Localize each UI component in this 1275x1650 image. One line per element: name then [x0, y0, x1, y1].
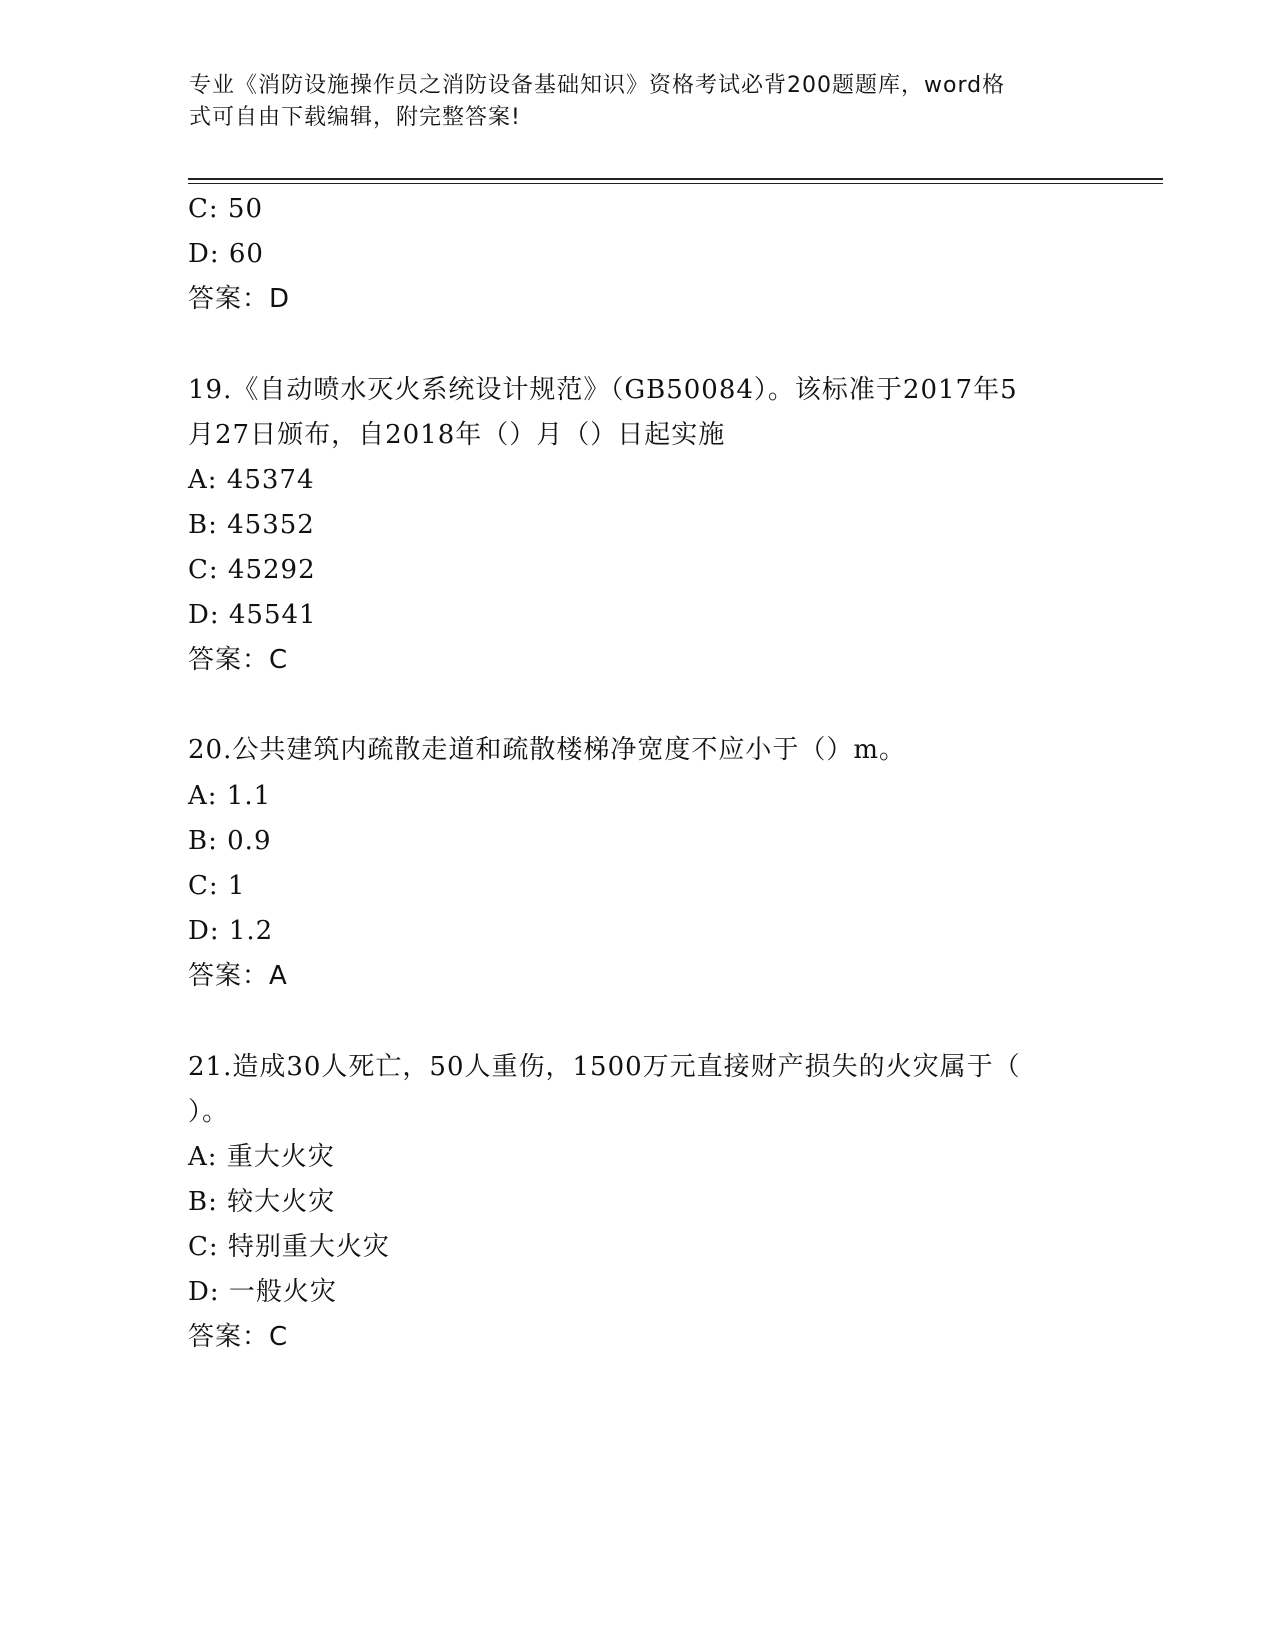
q21-option-a: A: 重大火灾 [188, 1142, 335, 1172]
q21-option-d: D: 一般火灾 [188, 1277, 337, 1307]
q21-stem-line-1: 21.造成30人死亡，50人重伤，1500万元直接财产损失的火灾属于（ [188, 1052, 1021, 1082]
q20-option-d: D: 1.2 [188, 916, 274, 946]
header-divider-thick [188, 178, 1163, 180]
q21-option-c: C: 特别重大火灾 [188, 1232, 390, 1262]
q21-answer: 答案：C [188, 1322, 289, 1352]
header-line-1: 专业《消防设施操作员之消防设备基础知识》资格考试必背200题题库，word格 [189, 73, 1006, 98]
prev-option-c: C: 50 [188, 194, 264, 224]
q19-stem-line-2: 月27日颁布，自2018年（）月（）日起实施 [188, 420, 726, 450]
document-header [189, 70, 1069, 134]
q19-answer: 答案：C [188, 645, 289, 675]
q20-stem-line-1: 20.公共建筑内疏散走道和疏散楼梯净宽度不应小于（）m。 [188, 735, 907, 765]
q19-option-a: A: 45374 [188, 465, 315, 495]
q19-stem-line-1: 19.《自动喷水灭火系统设计规范》（GB50084）。该标准于2017年5 [188, 375, 1018, 405]
q20-option-c: C: 1 [188, 871, 246, 901]
q19-option-c: C: 45292 [188, 555, 316, 585]
q21-option-b: B: 较大火灾 [188, 1187, 336, 1217]
header-line-2: 式可自由下载编辑，附完整答案! [189, 105, 521, 130]
q19-option-b: B: 45352 [188, 510, 315, 540]
header-divider-thin [188, 183, 1163, 184]
prev-option-d: D: 60 [188, 239, 264, 269]
q19-option-d: D: 45541 [188, 600, 317, 630]
q20-answer: 答案：A [188, 961, 288, 991]
prev-answer: 答案：D [188, 284, 291, 314]
q21-stem-line-2: ）。 [188, 1097, 230, 1127]
q20-option-b: B: 0.9 [188, 826, 272, 856]
q20-option-a: A: 1.1 [188, 781, 272, 811]
